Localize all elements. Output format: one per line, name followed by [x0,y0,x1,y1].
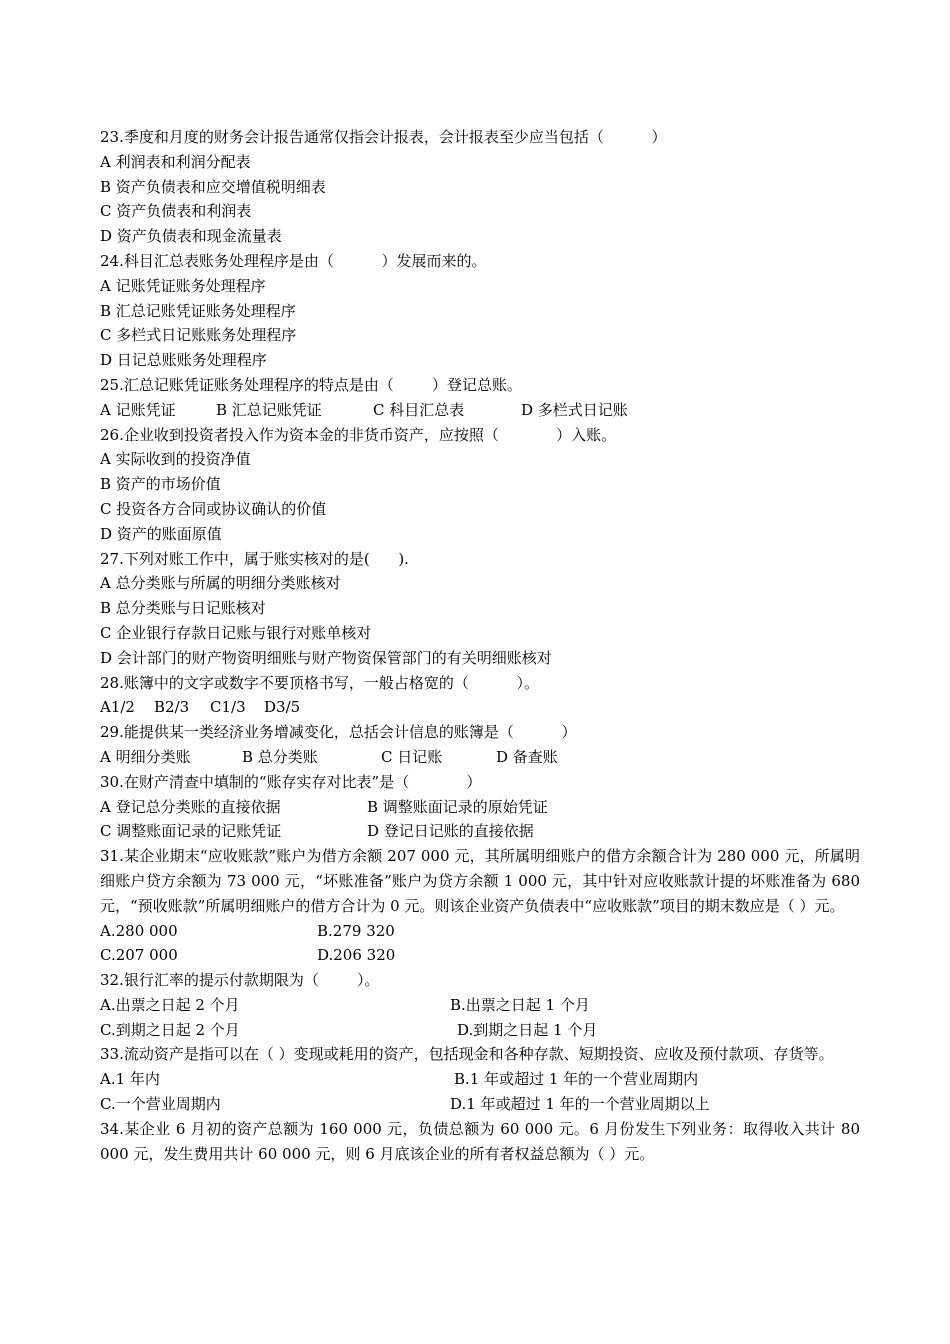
question-30-option-c: C 调整账面记录的记账凭证 [100,822,282,841]
question-28-stem: 28.账簿中的文字或数字不要顶格书写，一般占格宽的（ ）。 [100,673,540,692]
question-25-option-a: A 记账凭证 [100,400,176,419]
question-26-stem: 26.企业收到投资者投入作为资本金的非货币资产，应按照（ ）入账。 [100,425,617,444]
question-28-option-d: D3/5 [264,698,301,717]
question-31-option-d: D.206 320 [317,946,396,965]
question-31-options-row1 [100,919,860,944]
question-30-options-row2 [100,819,860,844]
question-26-option-d: D 资产的账面原值 [100,524,222,543]
question-23-option-a: A 利润表和利润分配表 [100,152,251,171]
question-32-option-a: A.出票之日起 2 个月 [100,995,240,1014]
question-33-option-a: A.1 年内 [100,1070,160,1089]
question-30-options-row1 [100,795,860,820]
question-25-option-b: B 汇总记账凭证 [216,400,322,419]
question-23-option-c: C 资产负债表和利润表 [100,202,252,221]
question-27-option-a: A 总分类账与所属的明细分类账核对 [100,574,341,593]
question-33-options-row1 [100,1067,860,1092]
question-25-options [100,398,860,423]
question-30-option-d: D 登记日记账的直接依据 [367,822,534,841]
question-26-option-b: B 资产的市场价值 [100,475,221,494]
question-26-option-a: A 实际收到的投资净值 [100,450,251,469]
question-24-option-d: D 日记总账账务处理程序 [100,351,267,370]
question-25-stem: 25.汇总记账凭证账务处理程序的特点是由（ ）登记总账。 [100,375,523,394]
question-24-stem: 24.科目汇总表账务处理程序是由（ ）发展而来的。 [100,251,487,270]
question-28-options [100,695,860,720]
question-29-stem: 29.能提供某一类经济业务增减变化，总括会计信息的账簿是（ ） [100,723,577,742]
question-33-options-row2 [100,1092,860,1117]
question-33-option-b: B.1 年或超过 1 年的一个营业周期内 [454,1070,699,1089]
question-30-option-a: A 登记总分类账的直接依据 [100,797,281,816]
question-32-stem: 32.银行汇率的提示付款期限为（ ）。 [100,971,380,990]
question-31-stem: 31.某企业期末“应收账款”账户为借方余额 207 000 元，其所属明细账户的借方余额合计为 280 000 元，所属明细账户贷方余额为 73 000 元，“坏账准备”账户为贷方余额 1 000 元，其中针对应收账款计提的坏账准备为 680 元，“预收账款”所属明细账户的借方合计为 0 元。则该企业资产负债表中“应收账款”项目的期末数应是（ ）元。 [100,847,860,915]
question-23-stem: 23.季度和月度的财务会计报告通常仅指会计报表，会计报表至少应当包括（ ） [100,128,667,146]
question-29-options [100,745,860,770]
question-23-option-b: B 资产负债表和应交增值税明细表 [100,177,326,196]
exam-page [100,125,860,1166]
question-26-option-c: C 投资各方合同或协议确认的价值 [100,499,327,518]
question-25-option-d: D 多栏式日记账 [521,400,628,419]
question-34-stem: 34.某企业 6 月初的资产总额为 160 000 元，负债总额为 60 000 元。6 月份发生下列业务：取得收入共计 80 000 元，发生费用共计 60 000 元，则 6 月底该企业的所有者权益总额为（ ）元。 [100,1119,860,1163]
question-32-option-b: B.出票之日起 1 个月 [450,995,590,1014]
question-30-option-b: B 调整账面记录的原始凭证 [367,797,548,816]
question-27-option-c: C 企业银行存款日记账与银行对账单核对 [100,623,372,642]
question-31-options-row2 [100,943,860,968]
question-31-option-c: C.207 000 [100,946,178,965]
question-24-option-a: A 记账凭证账务处理程序 [100,276,266,295]
question-28-option-c: C1/3 [210,698,246,717]
question-27-option-d: D 会计部门的财产物资明细账与财产物资保管部门的有关明细账核对 [100,648,552,667]
question-29-option-a: A 明细分类账 [100,747,191,766]
question-29-option-b: B 总分类账 [242,747,318,766]
question-30-stem: 30.在财产清查中填制的“账存实存对比表”是（ ） [100,772,482,791]
question-23-option-d: D 资产负债表和现金流量表 [100,227,282,246]
question-32-options-row2 [100,1018,860,1043]
question-27-option-b: B 总分类账与日记账核对 [100,599,266,618]
question-32-option-d: D.到期之日起 1 个月 [457,1020,598,1039]
question-33-stem: 33.流动资产是指可以在（ ）变现或耗用的资产，包括现金和各种存款、短期投资、应收及预付款项、存货等。 [100,1045,834,1064]
question-33-option-c: C.一个营业周期内 [100,1095,221,1114]
question-32-option-c: C.到期之日起 2 个月 [100,1020,240,1039]
question-29-option-d: D 备查账 [496,747,558,766]
question-24-option-c: C 多栏式日记账账务处理程序 [100,326,297,345]
question-27-stem: 27.下列对账工作中，属于账实核对的是( ). [100,549,409,568]
question-29-option-c: C 日记账 [381,747,443,766]
question-25-option-c: C 科目汇总表 [373,400,465,419]
question-28-option-b: B2/3 [154,698,190,717]
question-31-option-a: A.280 000 [100,921,178,940]
question-33-option-d: D.1 年或超过 1 年的一个营业周期以上 [450,1095,710,1114]
question-28-option-a: A1/2 [100,698,135,717]
question-32-options-row1 [100,993,860,1018]
question-31-option-b: B.279 320 [317,921,395,940]
question-24-option-b: B 汇总记账凭证账务处理程序 [100,301,296,320]
